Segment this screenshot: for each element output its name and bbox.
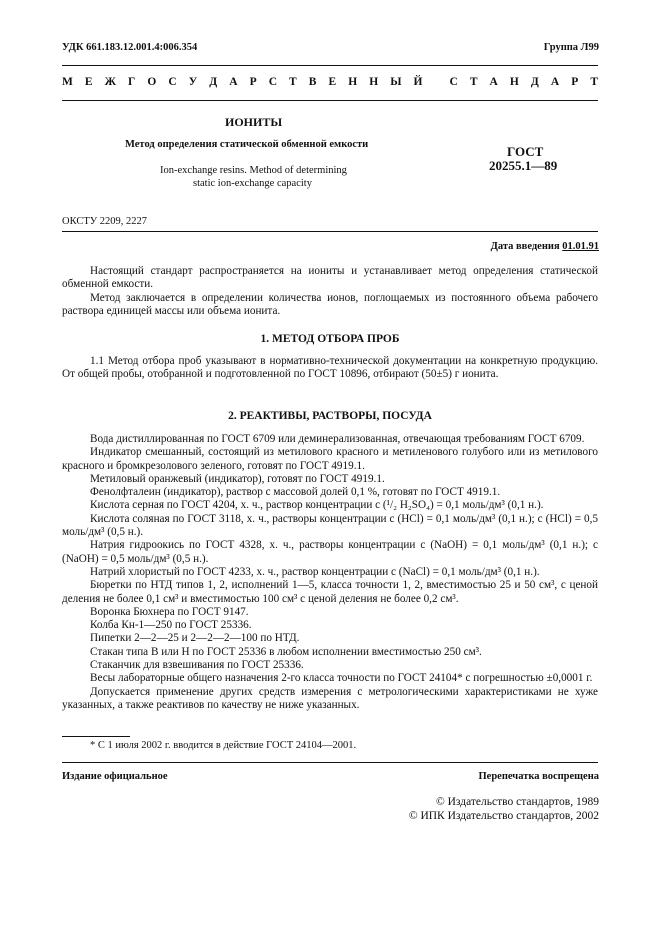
document-subtitle: Метод определения статической обменной емкости [125, 139, 369, 150]
banner-letter: У [188, 76, 198, 88]
section-1-text [62, 355, 598, 382]
reagent-item: Кислота соляная по ГОСТ 3118, х. ч., растворы концентрации c (HCl) = 0,1 моль/дм³ (0,1 н.); c (HCl) = 0,5 моль/дм³ (0,5 н.). [62, 512, 598, 539]
banner-letter: Н [509, 76, 519, 88]
banner-letter: Ы [390, 76, 402, 88]
banner-letter: М [62, 76, 73, 88]
udk-code: УДК 661.183.12.001.4:006.354 [62, 42, 198, 53]
title-rule [62, 231, 598, 232]
banner-letter: А [489, 76, 498, 88]
banner-letter: Т [469, 76, 478, 88]
okstu-code: ОКСТУ 2209, 2227 [62, 216, 148, 227]
footnote-rule [62, 736, 130, 737]
english-title-line1: Ion-exchange resins. Method of determining [160, 165, 347, 176]
reagent-item: Натрия гидроокись по ГОСТ 4328, х. ч., растворы концентрации c (NaOH) = 0,1 моль/дм³ (0,1 н.); c (NaOH) = 0,5 моль/дм³ (0,5 н.). [62, 539, 598, 565]
banner-letter: Д [530, 76, 539, 88]
intro-date [491, 241, 599, 252]
copyright-1989: © Издательство стандартов, 1989 [435, 796, 599, 808]
intro-date-value: 01.01.91 [562, 241, 599, 252]
intro-date-label: Дата введения [490, 241, 560, 252]
banner-letter: Т [590, 76, 598, 88]
group-code: Группа Л99 [543, 42, 599, 53]
reagent-item: Бюретки по НТД типов 1, 2, исполнений 1—5, класса точности 1, 2, вместимостью 25 и 50 см³, с ценой деления не более 0,1 см³ и вместимостью 100 см³ с ценой деления не более 0,2 см³. [62, 579, 598, 605]
banner-letter: Н [348, 76, 358, 88]
banner-letter: С [268, 76, 277, 88]
reagent-item: Индикатор смешанный, состоящий из метилового красного и метиленового голубого или из метилового красного и бромкрезолового зеленого, готовят по ГОСТ 4919.1. [62, 446, 598, 472]
banner-letter: Д [209, 76, 218, 88]
document-title: ИОНИТЫ [225, 115, 283, 129]
reagent-item: Вода дистиллированная по ГОСТ 6709 или деминерализованная, отвечающая требованиям ГОСТ 6709. [90, 433, 585, 445]
banner-letter: Р [249, 76, 257, 88]
gost-label: ГОСТ [507, 144, 544, 159]
header-rule-bottom [62, 100, 598, 101]
banner-letter: С [449, 76, 458, 88]
section-2-text [62, 433, 598, 712]
interstate-standard-banner [62, 76, 598, 88]
banner-letter: Е [328, 76, 337, 88]
header-rule-top [62, 65, 598, 66]
copyright-2002: © ИПК Издательство стандартов, 2002 [408, 810, 599, 822]
section-1-paragraph: 1.1 Метод отбора проб указывают в нормативно-технической документации на конкретную продукцию. От общей пробы, отобранной и подготовленной по ГОСТ 10896, отбирают (50±5) г ионита. [62, 355, 598, 381]
reprint-prohibited: Перепечатка воспрещена [478, 771, 599, 782]
section-1-heading: 1. МЕТОД ОТБОРА ПРОБ [260, 333, 400, 345]
gost-number: 20255.1—89 [489, 158, 558, 173]
reagent-item: Кислота серная по ГОСТ 4204, х. ч., раствор концентрации c (¹/₂ H₂SO₄) = 0,1 моль/дм³ (0,1 н.). [90, 499, 544, 512]
english-title-line2: static ion-exchange capacity [193, 178, 312, 189]
footnote: * С 1 июля 2002 г. вводится в действие ГОСТ 24104—2001. [90, 740, 357, 751]
reagent-item: Стаканчик для взвешивания по ГОСТ 25336. [90, 659, 304, 672]
banner-letter: О [147, 76, 157, 88]
banner-letter: Й [413, 76, 423, 88]
reagent-item: Метиловый оранжевый (индикатор), готовят по ГОСТ 4919.1. [90, 472, 385, 485]
footer-rule [62, 762, 598, 763]
section-2-heading: 2. РЕАКТИВЫ, РАСТВОРЫ, ПОСУДА [228, 410, 432, 422]
reagent-item: Фенолфталеин (индикатор), раствор с массовой долей 0,1 %, готовят по ГОСТ 4919.1. [90, 486, 501, 499]
official-edition: Издание официальное [62, 771, 168, 782]
reagent-item: Колба Кн-1—250 по ГОСТ 25336. [90, 619, 252, 632]
reagent-item: Стакан типа В или Н по ГОСТ 25336 в любом исполнении вместимостью 250 см³. [90, 645, 482, 658]
banner-letter: Ж [104, 76, 116, 88]
reagent-item: Натрий хлористый по ГОСТ 4233, х. ч., раствор концентрации c (NaCl) = 0,1 моль/дм³ (0,1 н.). [90, 565, 540, 578]
banner-letter: Е [84, 76, 93, 88]
banner-letter: Н [369, 76, 379, 88]
reagent-item: Весы лабораторные общего назначения 2-го класса точности по ГОСТ 24104* с погрешностью ±0,0001 г. [90, 672, 593, 685]
banner-letter: Г [128, 76, 136, 88]
reagent-item: Воронка Бюхнера по ГОСТ 9147. [90, 605, 249, 618]
intro-paragraph-2: Метод заключается в определении количества ионов, поглощаемых из постоянного объема рабочего раствора единицей массы или объема ионита. [62, 291, 598, 317]
reagent-item: Пипетки 2—2—25 и 2—2—2—100 по НТД. [90, 632, 300, 645]
banner-letter: Т [289, 76, 297, 88]
intro-text [62, 265, 598, 318]
intro-paragraph-1: Настоящий стандарт распространяется на иониты и устанавливает метод определения статической обменной емкости. [62, 265, 598, 291]
banner-letter: В [308, 76, 317, 88]
banner-letter [435, 76, 438, 88]
banner-letter: А [229, 76, 238, 88]
banner-letter: С [168, 76, 177, 88]
reagent-item: Допускается применение других средств измерения с метрологическими характеристиками не хуже указанных, а также реактивов по качеству не ниже указанных. [62, 685, 598, 711]
banner-letter: Р [571, 76, 579, 88]
banner-letter: А [550, 76, 560, 88]
